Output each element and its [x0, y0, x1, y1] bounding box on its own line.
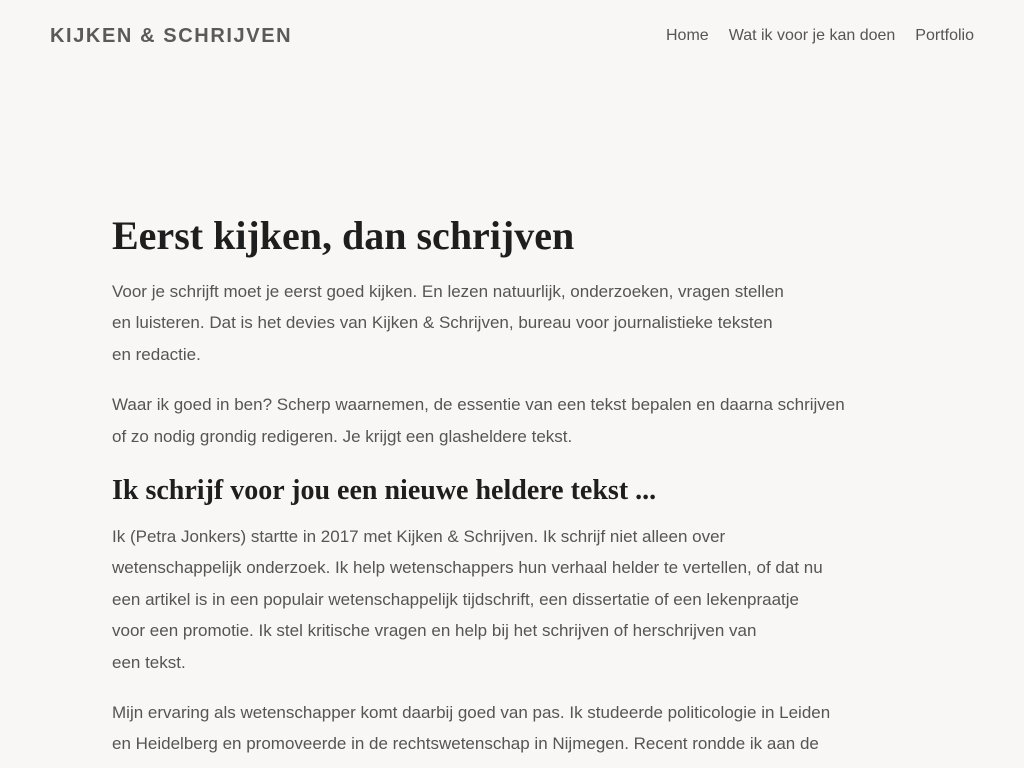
about-line-4: voor een promotie. Ik stel kritische vragen en help bij het schrijven of herschrijven van	[112, 621, 757, 641]
intro-line-3: en redactie.	[112, 344, 201, 364]
brand-logo-link[interactable]: KIJKEN & SCHRIJVEN	[50, 25, 293, 47]
intro-line-1: Voor je schrijft moet je eerst goed kijken. En lezen natuurlijk, onderzoeken, vragen stellen	[112, 282, 784, 301]
about-line-2: wetenschappelijk onderzoek. Ik help wetenschappers hun verhaal helder te vertellen, of dat nu	[112, 558, 823, 578]
intro-paragraph	[112, 276, 912, 370]
strengths-line-1: Waar ik goed in ben? Scherp waarnemen, de essentie van een tekst bepalen en daarna schrijven	[112, 395, 845, 415]
intro-line-2: en luisteren. Dat is het devies van Kijken & Schrijven, bureau voor journalistieke teksten	[112, 313, 773, 333]
main-content	[112, 210, 912, 768]
about-line-3: een artikel is in een populair wetenschappelijk tijdschrift, een dissertatie of een lekenpraatje	[112, 589, 800, 609]
about-line-1: Ik (Petra Jonkers) startte in 2017 met Kijken & Schrijven. Ik schrijf niet alleen over	[112, 527, 726, 547]
strengths-line-2: of zo nodig grondig redigeren. Je krijgt een glasheldere tekst.	[112, 426, 573, 446]
site-header	[0, 0, 1024, 72]
experience-line-1: Mijn ervaring als wetenschapper komt daarbij goed van pas. Ik studeerde politicologie in Leiden	[112, 703, 831, 723]
about-line-5: een tekst.	[112, 652, 186, 672]
main-navigation	[666, 24, 974, 48]
about-paragraph	[112, 521, 912, 678]
nav-portfolio-link[interactable]: Portfolio	[915, 27, 974, 44]
experience-paragraph	[112, 697, 912, 760]
nav-home-link[interactable]: Home	[666, 27, 709, 44]
strengths-paragraph	[112, 389, 912, 452]
section-heading: Ik schrijf voor jou een nieuwe heldere tekst ...	[112, 475, 657, 507]
page-title: Eerst kijken, dan schrijven	[112, 213, 575, 258]
nav-services-link[interactable]: Wat ik voor je kan doen	[728, 27, 896, 44]
experience-line-2: en Heidelberg en promoveerde in de rechtswetenschap in Nijmegen. Recent rondde ik aan de	[112, 734, 819, 754]
